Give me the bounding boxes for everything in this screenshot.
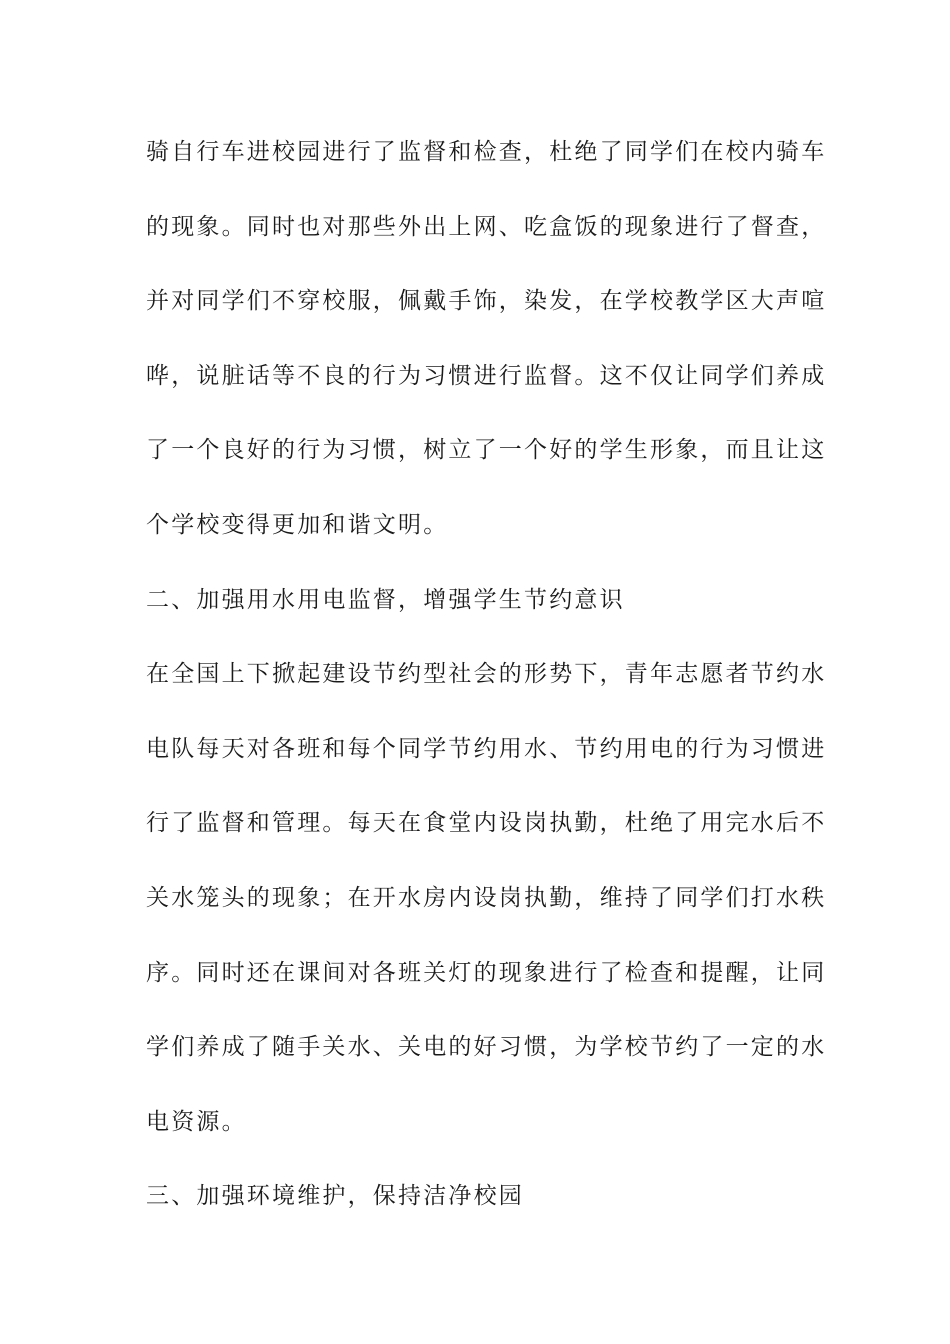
paragraph-line: 行了监督和管理。每天在食堂内设岗执勤，杜绝了用完水后不 bbox=[146, 810, 827, 837]
paragraph-line: 骑自行车进校园进行了监督和检查，杜绝了同学们在校内骑车 bbox=[146, 139, 827, 165]
paragraph-line: 个学校变得更加和谐文明。 bbox=[146, 511, 449, 538]
paragraph-line: 电队每天对各班和每个同学节约用水、节约用电的行为习惯进 bbox=[146, 735, 827, 762]
section-heading: 三、加强环境维护，保持洁净校园 bbox=[146, 1183, 524, 1210]
paragraph-line: 的现象。同时也对那些外出上网、吃盒饭的现象进行了督查， bbox=[146, 213, 827, 240]
paragraph-line: 哗，说脏话等不良的行为习惯进行监督。这不仅让同学们养成 bbox=[146, 362, 827, 389]
paragraph-line: 在全国上下掀起建设节约型社会的形势下，青年志愿者节约水 bbox=[146, 661, 827, 688]
paragraph-line: 学们养成了随手关水、关电的好习惯，为学校节约了一定的水 bbox=[146, 1034, 827, 1061]
paragraph-line: 序。同时还在课间对各班关灯的现象进行了检查和提醒，让同 bbox=[146, 959, 827, 986]
document-body bbox=[146, 132, 827, 1251]
paragraph-line: 并对同学们不穿校服，佩戴手饰，染发，在学校教学区大声喧 bbox=[146, 288, 827, 315]
paragraph-line: 关水笼头的现象；在开水房内设岗执勤，维持了同学们打水秩 bbox=[146, 884, 827, 911]
paragraph-line: 了一个良好的行为习惯，树立了一个好的学生形象，而且让这 bbox=[146, 437, 827, 464]
section-heading: 二、加强用水用电监督，增强学生节约意识 bbox=[146, 586, 625, 613]
paragraph-line: 电资源。 bbox=[146, 1108, 247, 1135]
